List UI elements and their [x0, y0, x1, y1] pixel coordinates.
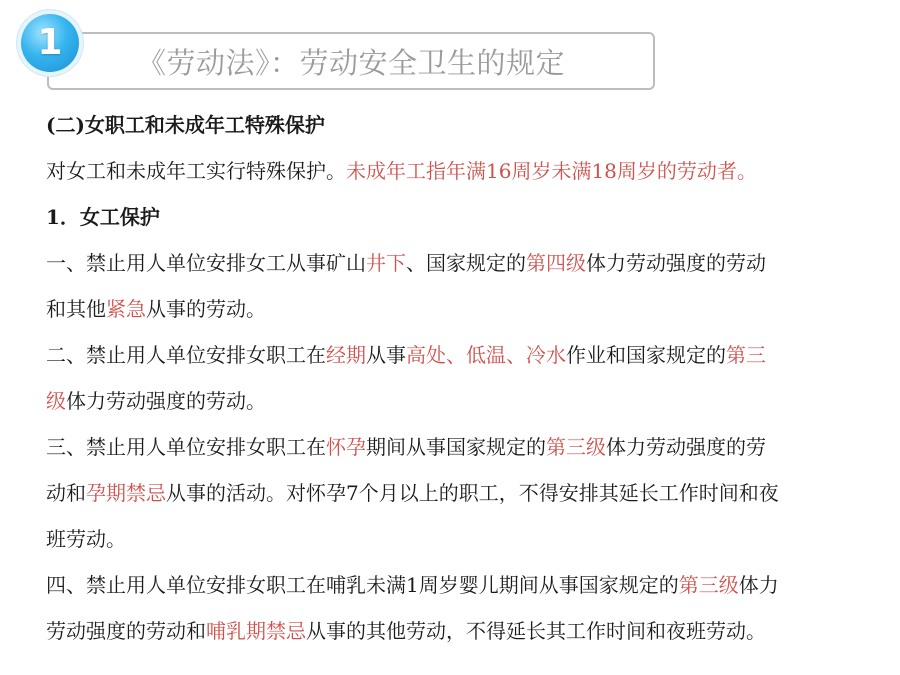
body-text: 从事的劳动。: [146, 297, 266, 321]
body-text: 体力劳动强度的劳动。: [66, 389, 266, 413]
text-line: [46, 342, 766, 368]
body-text: 从事: [366, 343, 406, 367]
body-text: 动和: [46, 481, 86, 505]
body-text: 二、禁止用人单位安排女职工在: [46, 343, 326, 367]
text-line: [46, 434, 766, 460]
intro-highlight: 未成年工指年满16周岁未满18周岁的劳动者。: [346, 159, 757, 183]
text-line: [46, 296, 266, 322]
highlight-text: 第四级: [526, 251, 586, 275]
text-line: [46, 526, 126, 552]
highlight-text: 第三: [726, 343, 766, 367]
body-text: 作业和国家规定的: [566, 343, 726, 367]
text-line: [46, 572, 779, 598]
text-line: [46, 618, 766, 644]
body-text: 体力劳动强度的劳: [606, 435, 766, 459]
highlight-text: 怀孕: [326, 435, 366, 459]
highlight-text: 高处、低温、冷水: [406, 343, 566, 367]
body-text: 期间从事国家规定的: [366, 435, 546, 459]
text-line: [46, 388, 266, 414]
body-text: 、国家规定的: [406, 251, 526, 275]
body-text: 四、禁止用人单位安排女职工在哺乳未满1周岁婴儿期间从事国家规定的: [46, 573, 679, 597]
body-text: 体力: [738, 573, 779, 597]
intro-line: [46, 158, 757, 184]
slide-title: 《劳动法》：劳动安全卫生的规定: [136, 45, 565, 80]
badge-number: 1: [37, 22, 63, 63]
text-line: [46, 250, 766, 276]
body-text: 体力劳动强度的劳动: [586, 251, 766, 275]
highlight-text: 紧急: [106, 297, 146, 321]
intro-text: 对女工和未成年工实行特殊保护。: [46, 159, 346, 183]
section-heading: (二)女职工和未成年工特殊保护: [46, 113, 325, 137]
highlight-text: 经期: [326, 343, 366, 367]
body-text: 从事的其他劳动，不得延长其工作时间和夜班劳动。: [306, 619, 766, 643]
body-text: 三、禁止用人单位安排女职工在: [46, 435, 326, 459]
highlight-text: 孕期禁忌: [86, 481, 166, 505]
body-text: 从事的活动。对怀孕7个月以上的职工，不得安排其延长工作时间和夜: [166, 481, 779, 505]
highlight-text: 级: [46, 389, 66, 413]
subsection-heading: 1．女工保护: [46, 205, 160, 229]
body-text: 班劳动。: [46, 527, 126, 551]
body-text: 一、禁止用人单位安排女工从事矿山: [46, 251, 366, 275]
body-text: 劳动强度的劳动和: [46, 619, 206, 643]
highlight-text: 井下: [366, 251, 406, 275]
highlight-text: 哺乳期禁忌: [206, 619, 306, 643]
text-line: [46, 480, 779, 506]
highlight-text: 第三级: [546, 435, 606, 459]
number-badge: [21, 14, 79, 72]
highlight-text: 第三级: [678, 573, 739, 597]
body-text: 和其他: [46, 297, 106, 321]
title-box: [47, 32, 655, 90]
